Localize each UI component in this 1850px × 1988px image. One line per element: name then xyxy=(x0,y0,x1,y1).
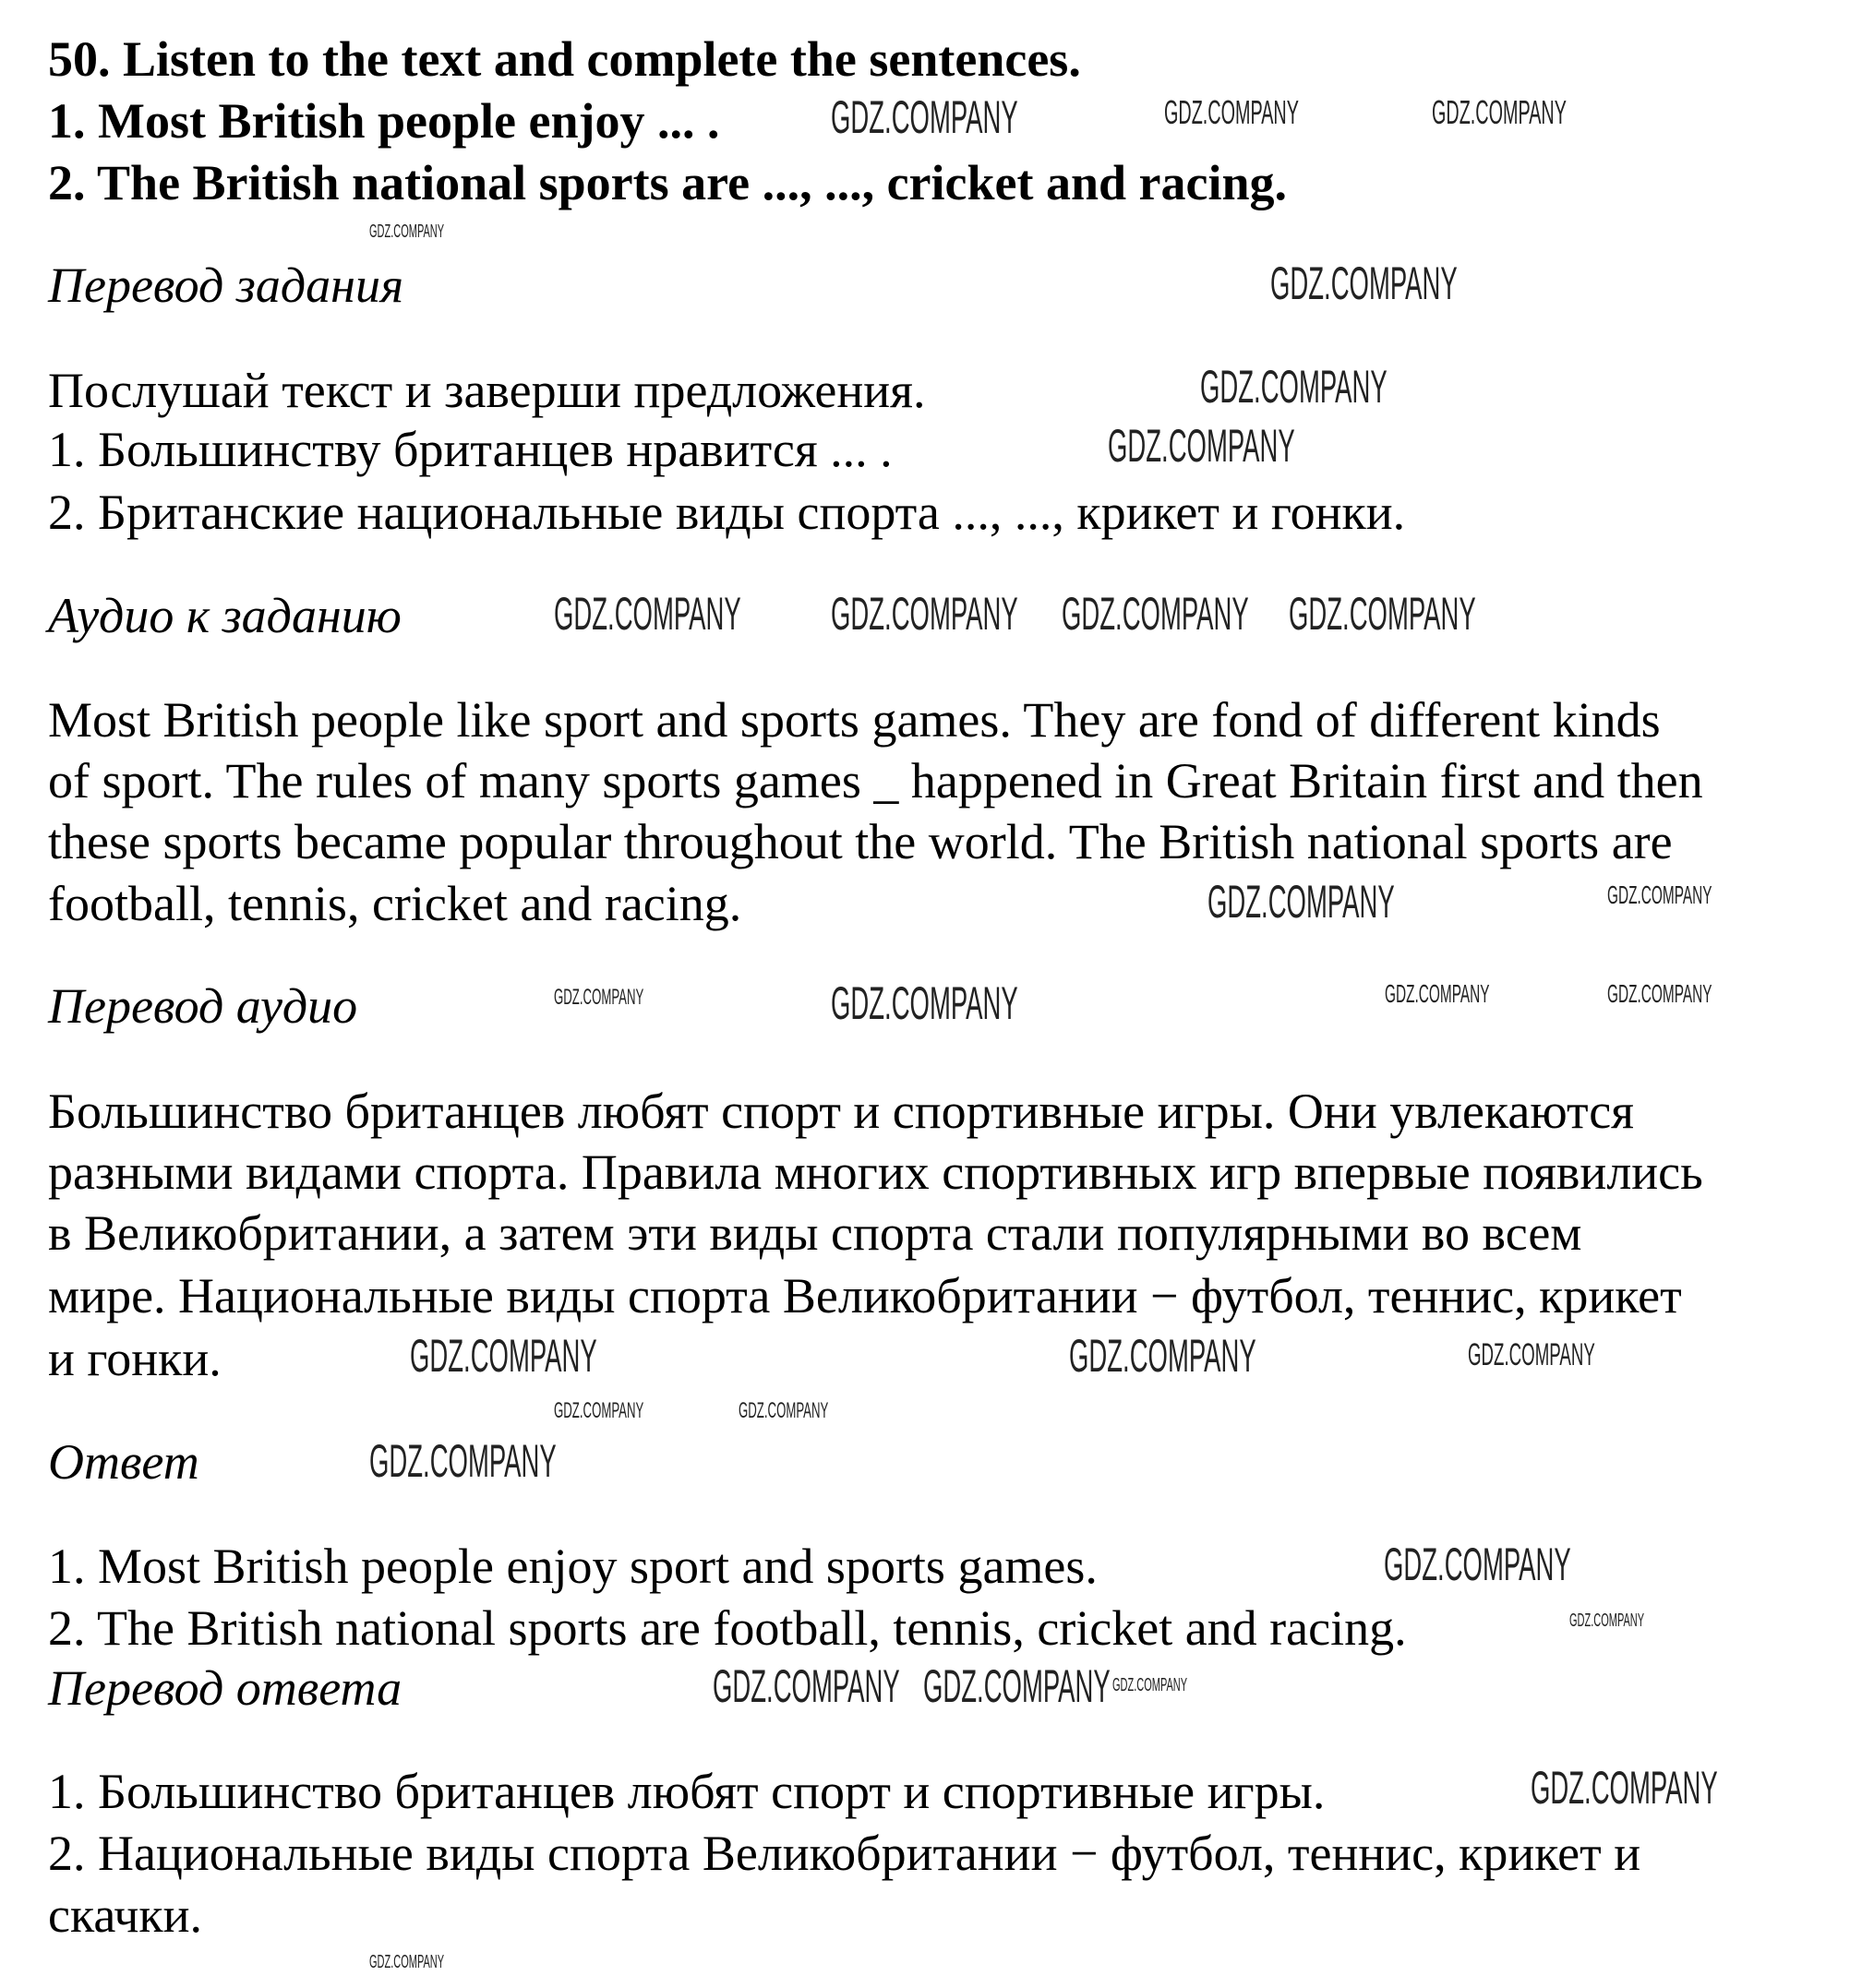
audio-translation-heading: Перевод аудио xyxy=(48,978,358,1034)
answer-translation-line: скачки. xyxy=(48,1887,202,1943)
watermark: GDZ.COMPANY xyxy=(1062,588,1249,640)
task-title: 50. Listen to the text and complete the sentences. xyxy=(48,31,1081,87)
watermark: GDZ.COMPANY xyxy=(1432,93,1567,131)
watermark: GDZ.COMPANY xyxy=(369,222,445,242)
answer-heading: Ответ xyxy=(48,1434,199,1490)
watermark: GDZ.COMPANY xyxy=(739,1398,829,1423)
watermark: GDZ.COMPANY xyxy=(1468,1337,1595,1372)
audio-line: football, tennis, cricket and racing. xyxy=(48,876,742,931)
watermark: GDZ.COMPANY xyxy=(1607,979,1712,1008)
watermark: GDZ.COMPANY xyxy=(1531,1762,1718,1814)
watermark: GDZ.COMPANY xyxy=(1108,420,1295,472)
watermark: GDZ.COMPANY xyxy=(369,1435,557,1487)
audio-heading: Аудио к заданию xyxy=(48,588,402,643)
answer-line: 2. The British national sports are football, tennis, cricket and racing. xyxy=(48,1600,1407,1656)
answer-translation-line: 2. Национальные виды спорта Великобритании − футбол, теннис, крикет и xyxy=(48,1826,1641,1881)
watermark: GDZ.COMPANY xyxy=(831,91,1018,143)
watermark: GDZ.COMPANY xyxy=(713,1660,900,1712)
watermark: GDZ.COMPANY xyxy=(1164,93,1299,131)
audio-translation-line: Большинство британцев любят спорт и спортивные игры. Они увлекаются xyxy=(48,1084,1635,1139)
watermark: GDZ.COMPANY xyxy=(554,985,644,1010)
audio-line: these sports became popular throughout the world. The British national sports are xyxy=(48,814,1673,869)
audio-line: Most British people like sport and sports games. They are fond of different kinds xyxy=(48,692,1661,748)
answer-translation-heading: Перевод ответа xyxy=(48,1660,402,1716)
task-item: 1. Most British people enjoy ... . xyxy=(48,93,720,149)
task-translation-line: 1. Большинству британцев нравится ... . xyxy=(48,422,893,477)
audio-line: of sport. The rules of many sports games _ happened in Great Britain first and then xyxy=(48,753,1703,808)
answer-line: 1. Most British people enjoy sport and sports games. xyxy=(48,1539,1098,1594)
task-item: 2. The British national sports are ..., ..., cricket and racing. xyxy=(48,155,1288,210)
task-translation-line: 2. Британские национальные виды спорта ..., ..., крикет и гонки. xyxy=(48,485,1406,540)
watermark: GDZ.COMPANY xyxy=(1385,979,1490,1008)
watermark: GDZ.COMPANY xyxy=(410,1330,597,1382)
audio-translation-line: и гонки. xyxy=(48,1331,222,1386)
task-translation-heading: Перевод задания xyxy=(48,257,404,313)
watermark: GDZ.COMPANY xyxy=(1569,1611,1645,1631)
watermark: GDZ.COMPANY xyxy=(1069,1330,1256,1382)
watermark: GDZ.COMPANY xyxy=(1270,257,1458,309)
watermark: GDZ.COMPANY xyxy=(831,588,1018,640)
watermark: GDZ.COMPANY xyxy=(1200,361,1388,413)
watermark: GDZ.COMPANY xyxy=(1384,1539,1571,1590)
watermark: GDZ.COMPANY xyxy=(554,1398,644,1423)
watermark: GDZ.COMPANY xyxy=(923,1660,1111,1712)
watermark: GDZ.COMPANY xyxy=(1607,880,1712,909)
watermark: GDZ.COMPANY xyxy=(369,1952,445,1972)
watermark: GDZ.COMPANY xyxy=(1207,876,1395,928)
task-translation-line: Послушай текст и заверши предложения. xyxy=(48,363,926,418)
audio-translation-line: мире. Национальные виды спорта Великобритании − футбол, теннис, крикет xyxy=(48,1268,1682,1323)
audio-translation-line: разными видами спорта. Правила многих спортивных игр впервые появились xyxy=(48,1144,1703,1200)
watermark: GDZ.COMPANY xyxy=(1112,1675,1188,1695)
watermark: GDZ.COMPANY xyxy=(554,588,741,640)
answer-translation-line: 1. Большинство британцев любят спорт и спортивные игры. xyxy=(48,1764,1326,1819)
watermark: GDZ.COMPANY xyxy=(831,977,1018,1029)
audio-translation-line: в Великобритании, а затем эти виды спорта стали популярными во всем xyxy=(48,1205,1582,1261)
watermark: GDZ.COMPANY xyxy=(1289,588,1476,640)
